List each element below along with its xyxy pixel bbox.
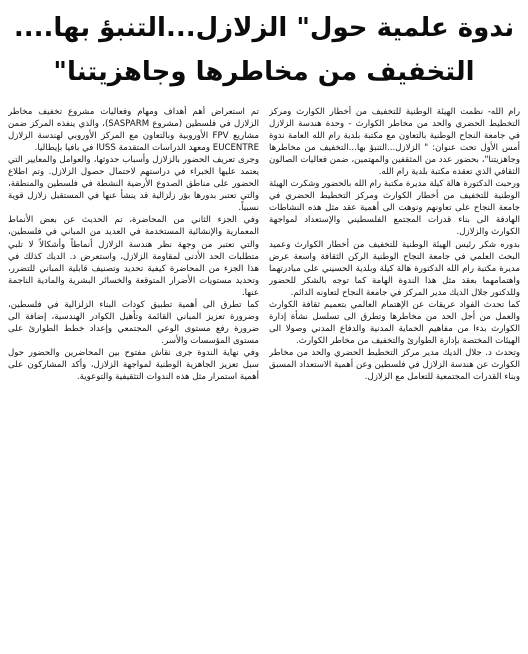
article-column-right bbox=[269, 106, 520, 648]
headline bbox=[6, 6, 522, 102]
headline-line-1: ندوة علمية حول" الزلازل...التنبؤ بها.... bbox=[13, 13, 515, 43]
headline-line-2: التخفيف من مخاطرها وجاهزيتنا" bbox=[53, 57, 475, 87]
article-text-right: رام الله- نظمت الهيئة الوطنية للتخفيف من أخطار الكوارث ومركز التخطيط الحضري والحد من مخاطر الكوارث - وحدة هندسة الزلازل في جامعة النجاح الوطنية بالتعاون مع مكتبة بلدية رام الله العامة ندوة أمس الأول تحت عنوان: " الزلازل...التنبؤ بها...التخفيف من مخاطرها وجاهزيتنا"، بحضور عدد من المثقفين والمهتمين، ضمن فعاليات الصالون الثقافي الذي تعقده مكتبة بلدية رام الله. ورحبت الدكتورة هالة كيلة مديرة مكتبة رام الله بالحضور وشكرت الهيئة الوطنية للتخفيف من أخطار الكوارث ومركز التخطيط الحضري في جامعة النجاح على تعاونهم ونوهت الى أهمية عقد مثل هذه النشاطات الهادفة الى بناء قدرات المجتمع الفلسطيني والإستعداد لمواجهة الكوارث والزلازل. بدوره شكر رئيس الهيئة الوطنية للتخفيف من أخطار الكوارث وعميد البحث العلمي في جامعة النجاح الوطنية الركن الثقافة واسعة عرض مديرة مكتبة رام الله الدكتورة هالة كيلة وبلدية الحسيني على مبادرتهما واهتمامهما بعقد مثل هذا الندوة الهامة كما توجه بالشكر للحضور وللدكتور جلال الديك مدير المركز في جامعة النجاح لتعاونه الدائم. كما تحدث الفواد عريقات عن الإهتمام العالمي بتعميم ثقافة الكوارث والعمل من أجل الحد من مخاطرها وتطرق الى تسلسل نشأة إدارة الكوارث بدءا من مفاهيم الحماية المدنية والدفاع المدني وصولا الى الهيئات المختصة بإدارة الطوارئ والتخفيف من مخاطر الكوارث. وتحدث د. جلال الديك مدير مركز التخطيط الحضري والحد من مخاطر الكوارث عن هندسة الزلازل في فلسطين وعن أهمية الاستعداد المسبق وبناء القدرات المجتمعية للتعامل مع الزلازل. bbox=[269, 107, 520, 383]
article-column-left bbox=[8, 106, 259, 648]
article-body bbox=[8, 106, 520, 648]
article-text-left: تم استعراض أهم أهداف ومهام وفعاليات مشروع تخفيف مخاطر الزلازل في فلسطين (مشروع SASPARM)، والذي ينفذه المركز ضمن مشاريع FPV الأوروبية وبالتعاون مع المركز الأوروبي لهندسة الزلازل EUCENTRE ومعهد الدراسات المتقدمة IUSS في بافيا بإيطاليا. وجرى تعريف الحضور بالزلازل وأسباب حدوثها، والعوامل والمعايير التي يعتمد عليها الخبراء في دراستهم لاحتمال حصول الزلازل. وتم اطلاع الحضور على مناطق الصدوع الأرضية النشطة في فلسطين والمنطقة، والتي تعتبر بدورها بؤر زلزالية قد ينشأ عنها في المستقبل زلازل قوية نسبياً. وفي الجزء الثاني من المحاضرة، تم الحديث عن بعض الأنماط المعمارية والإنشائية المستخدمة في العديد من المباني في فلسطين، والتي تعتبر من وجهة نظر هندسة الزلازل أنماطاً وأشكالاً لا تلبي متطلبات الحد الأدنى لمقاومة الزلازل، واستعرض د. الديك كذلك في هذا الجزء من المحاضرة كيفية تحديد وتصنيف قابلية المباني للتضرر، وتحديد مستويات الأضرار المتوقعة والخسائر البشرية والمادية الناجمة عنها. كما تطرق الى أهمية تطبيق كودات البناء الزلزالية في فلسطين، وضرورة تعزيز المباني القائمة وتأهيل الكوادر الهندسية، إضافة الى ضرورة رفع مستوى الوعي المجتمعي وإعداد خطط الطوارئ على مستوى المؤسسات والأسر. وفي نهاية الندوة جرى نقاش مفتوح بين المحاضرين والحضور حول سبل تعزيز الجاهزية الوطنية لمواجهة الزلازل، وأكد المشاركون على أهمية استمرار مثل هذه الندوات التثقيفية والتوعوية. bbox=[8, 107, 259, 383]
